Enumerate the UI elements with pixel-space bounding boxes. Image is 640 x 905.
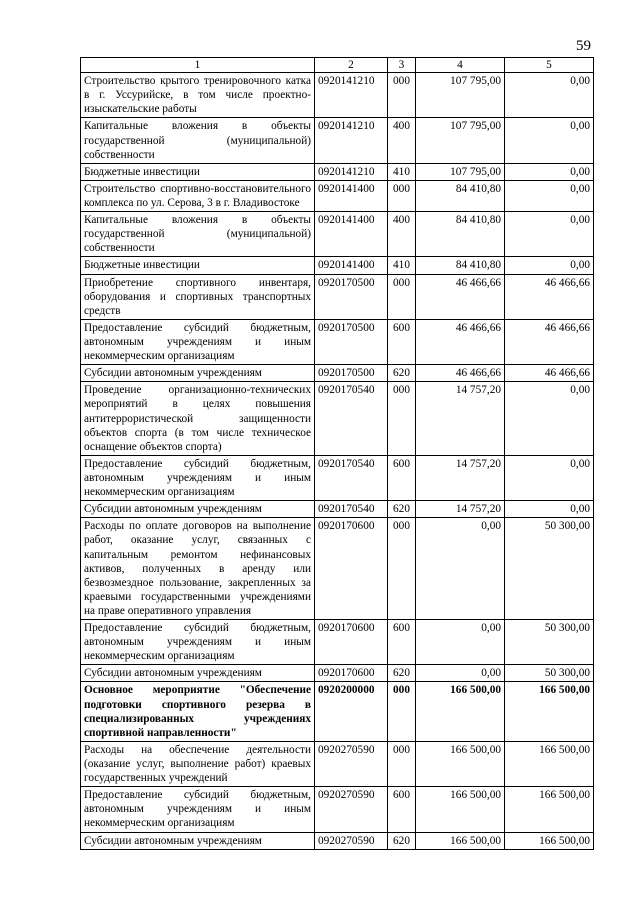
row-name-cell: Капитальные вложения в объекты государственной (муниципальной) собственности xyxy=(81,212,315,257)
table-header-row xyxy=(81,58,594,73)
table-row xyxy=(81,382,594,456)
row-type-cell: 000 xyxy=(388,518,416,620)
row-type-cell: 600 xyxy=(388,455,416,500)
row-name-cell: Субсидии автономным учреждениям xyxy=(81,665,315,682)
row-name-cell: Предоставление субсидий бюджетным, автономным учреждениям и иным некоммерческим организациям xyxy=(81,319,315,364)
row-code-cell: 0920141400 xyxy=(315,180,388,211)
row-name-cell: Капитальные вложения в объекты государственной (муниципальной) собственности xyxy=(81,118,315,163)
row-value-col4-cell: 0,00 xyxy=(416,665,505,682)
table-row xyxy=(81,365,594,382)
row-code-cell: 0920270590 xyxy=(315,832,388,849)
row-value-col4-cell: 107 795,00 xyxy=(416,73,505,118)
row-value-col4-cell: 166 500,00 xyxy=(416,832,505,849)
column-header-2: 2 xyxy=(315,58,388,73)
row-type-cell: 600 xyxy=(388,319,416,364)
table-row xyxy=(81,620,594,665)
row-value-col5-cell: 50 300,00 xyxy=(505,518,594,620)
row-value-col5-cell: 46 466,66 xyxy=(505,319,594,364)
row-name-cell: Предоставление субсидий бюджетным, автономным учреждениям и иным некоммерческим организациям xyxy=(81,455,315,500)
row-value-col5-cell: 166 500,00 xyxy=(505,787,594,832)
row-value-col5-cell: 0,00 xyxy=(505,382,594,456)
row-name-cell: Субсидии автономным учреждениям xyxy=(81,365,315,382)
row-name-cell: Приобретение спортивного инвентаря, оборудования и спортивных транспортных средств xyxy=(81,274,315,319)
table-row xyxy=(81,518,594,620)
row-value-col5-cell: 50 300,00 xyxy=(505,665,594,682)
row-type-cell: 000 xyxy=(388,382,416,456)
row-code-cell: 0920170500 xyxy=(315,319,388,364)
column-header-5: 5 xyxy=(505,58,594,73)
table-row xyxy=(81,832,594,849)
table-row xyxy=(81,274,594,319)
row-code-cell: 0920141400 xyxy=(315,212,388,257)
table-row xyxy=(81,682,594,741)
table-row xyxy=(81,163,594,180)
row-type-cell: 410 xyxy=(388,163,416,180)
page-number: 59 xyxy=(576,38,591,54)
table-row xyxy=(81,741,594,786)
table-row xyxy=(81,212,594,257)
row-value-col5-cell: 0,00 xyxy=(505,180,594,211)
table-row xyxy=(81,319,594,364)
row-name-cell: Расходы по оплате договоров на выполнение работ, оказание услуг, связанных с капитальным ремонтом нефинансовых активов, полученных в аренду или безвозмездное пользование, закрепленных за краевыми государственными учреждениями на праве оперативного управления xyxy=(81,518,315,620)
row-name-cell: Основное мероприятие "Обеспечение подготовки спортивного резерва в специализированных учреждениях спортивной направленности" xyxy=(81,682,315,741)
row-value-col4-cell: 14 757,20 xyxy=(416,382,505,456)
row-type-cell: 620 xyxy=(388,665,416,682)
row-name-cell: Строительство спортивно-восстановительного комплекса по ул. Серова, 3 в г. Владивостоке xyxy=(81,180,315,211)
row-value-col4-cell: 166 500,00 xyxy=(416,741,505,786)
row-code-cell: 0920270590 xyxy=(315,741,388,786)
row-code-cell: 0920141210 xyxy=(315,118,388,163)
row-type-cell: 000 xyxy=(388,274,416,319)
row-type-cell: 000 xyxy=(388,73,416,118)
row-code-cell: 0920170500 xyxy=(315,365,388,382)
row-code-cell: 0920270590 xyxy=(315,787,388,832)
row-value-col5-cell: 166 500,00 xyxy=(505,741,594,786)
column-header-3: 3 xyxy=(388,58,416,73)
row-code-cell: 0920170600 xyxy=(315,620,388,665)
row-value-col5-cell: 166 500,00 xyxy=(505,832,594,849)
column-header-4: 4 xyxy=(416,58,505,73)
row-value-col4-cell: 14 757,20 xyxy=(416,501,505,518)
row-type-cell: 400 xyxy=(388,212,416,257)
row-value-col4-cell: 0,00 xyxy=(416,620,505,665)
row-type-cell: 410 xyxy=(388,257,416,274)
row-value-col4-cell: 107 795,00 xyxy=(416,163,505,180)
row-code-cell: 0920170600 xyxy=(315,518,388,620)
row-value-col4-cell: 46 466,66 xyxy=(416,274,505,319)
row-name-cell: Бюджетные инвестиции xyxy=(81,257,315,274)
row-name-cell: Расходы на обеспечение деятельности (оказание услуг, выполнение работ) краевых государственных учреждений xyxy=(81,741,315,786)
row-value-col4-cell: 107 795,00 xyxy=(416,118,505,163)
table-row xyxy=(81,665,594,682)
row-name-cell: Проведение организационно-технических мероприятий в целях повышения антитеррористической защищенности объектов спорта (в том числе техническое оснащение объектов спорта) xyxy=(81,382,315,456)
row-name-cell: Субсидии автономным учреждениям xyxy=(81,501,315,518)
row-value-col5-cell: 50 300,00 xyxy=(505,620,594,665)
row-value-col4-cell: 46 466,66 xyxy=(416,365,505,382)
row-code-cell: 0920141400 xyxy=(315,257,388,274)
row-value-col4-cell: 166 500,00 xyxy=(416,787,505,832)
row-value-col5-cell: 0,00 xyxy=(505,455,594,500)
row-value-col4-cell: 166 500,00 xyxy=(416,682,505,741)
row-value-col4-cell: 46 466,66 xyxy=(416,319,505,364)
row-code-cell: 0920170500 xyxy=(315,274,388,319)
row-code-cell: 0920170540 xyxy=(315,501,388,518)
row-value-col4-cell: 84 410,80 xyxy=(416,257,505,274)
row-value-col5-cell: 0,00 xyxy=(505,501,594,518)
row-code-cell: 0920141210 xyxy=(315,73,388,118)
row-type-cell: 620 xyxy=(388,832,416,849)
row-value-col4-cell: 84 410,80 xyxy=(416,180,505,211)
table-row xyxy=(81,118,594,163)
row-value-col5-cell: 0,00 xyxy=(505,163,594,180)
column-header-1: 1 xyxy=(81,58,315,73)
row-value-col5-cell: 0,00 xyxy=(505,212,594,257)
row-name-cell: Предоставление субсидий бюджетным, автономным учреждениям и иным некоммерческим организациям xyxy=(81,620,315,665)
row-value-col5-cell: 46 466,66 xyxy=(505,365,594,382)
table-row xyxy=(81,501,594,518)
row-value-col5-cell: 0,00 xyxy=(505,73,594,118)
table-row xyxy=(81,180,594,211)
row-name-cell: Бюджетные инвестиции xyxy=(81,163,315,180)
budget-table xyxy=(80,57,594,850)
row-value-col4-cell: 0,00 xyxy=(416,518,505,620)
row-type-cell: 600 xyxy=(388,787,416,832)
row-type-cell: 000 xyxy=(388,741,416,786)
row-code-cell: 0920141210 xyxy=(315,163,388,180)
row-value-col5-cell: 46 466,66 xyxy=(505,274,594,319)
table-body xyxy=(81,73,594,850)
row-name-cell: Предоставление субсидий бюджетным, автономным учреждениям и иным некоммерческим организациям xyxy=(81,787,315,832)
row-code-cell: 0920200000 xyxy=(315,682,388,741)
table-row xyxy=(81,455,594,500)
row-code-cell: 0920170540 xyxy=(315,455,388,500)
row-type-cell: 620 xyxy=(388,365,416,382)
row-type-cell: 620 xyxy=(388,501,416,518)
row-name-cell: Субсидии автономным учреждениям xyxy=(81,832,315,849)
row-type-cell: 600 xyxy=(388,620,416,665)
row-type-cell: 000 xyxy=(388,180,416,211)
table-row xyxy=(81,73,594,118)
row-name-cell: Строительство крытого тренировочного катка в г. Уссурийске, в том числе проектно-изыскательские работы xyxy=(81,73,315,118)
row-value-col4-cell: 14 757,20 xyxy=(416,455,505,500)
row-type-cell: 000 xyxy=(388,682,416,741)
row-value-col5-cell: 166 500,00 xyxy=(505,682,594,741)
row-value-col5-cell: 0,00 xyxy=(505,118,594,163)
row-type-cell: 400 xyxy=(388,118,416,163)
table-row xyxy=(81,787,594,832)
row-code-cell: 0920170540 xyxy=(315,382,388,456)
row-value-col4-cell: 84 410,80 xyxy=(416,212,505,257)
row-code-cell: 0920170600 xyxy=(315,665,388,682)
table-row xyxy=(81,257,594,274)
row-value-col5-cell: 0,00 xyxy=(505,257,594,274)
